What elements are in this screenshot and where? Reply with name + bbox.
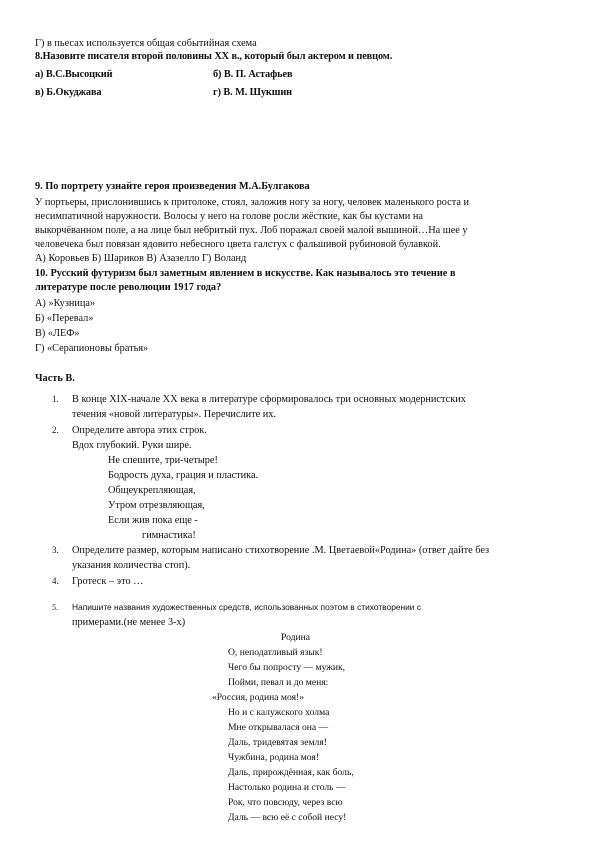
poem-title: Родина: [281, 632, 311, 643]
item-5-line: Напишите названия художественных средств, использованных поэтом в стихотворении с: [72, 602, 422, 612]
item-number: 2.: [52, 425, 59, 435]
poem-line: Чужбина, родина моя!: [228, 752, 320, 763]
poem-line: Мне открывалася она —: [228, 722, 329, 733]
item-number: 5.: [52, 603, 58, 612]
q7-option-g: Г) в пьесах используется общая событийная схема: [35, 38, 257, 49]
poem-line: Даль, прирождённая, как боль,: [228, 767, 354, 778]
q10-question-line: литературе после революции 1917 года?: [35, 282, 222, 293]
verse-line: Утром отрезвляющая,: [108, 500, 205, 511]
item-2-line: Вдох глубокий. Руки шире.: [72, 440, 192, 451]
poem-line: Рок, что повсюду, через всю: [228, 797, 343, 808]
q8-question: 8.Назовите писателя второй половины XX в., который был актером и певцом.: [35, 51, 393, 62]
verse-line: Не спешите, три-четыре!: [108, 455, 218, 466]
verse-line: Если жив пока еще -: [108, 515, 198, 526]
item-number: 4.: [52, 576, 59, 586]
item-1-line: течения «новой литературы». Перечислите их.: [72, 409, 277, 420]
q9-text-line: несимпатичной наружности. Волосы у него на голове росли жёсткие, как бы кустами на: [35, 211, 423, 222]
q10-option: В) «ЛЕФ»: [35, 328, 80, 339]
poem-line: Даль, тридевятая земля!: [228, 737, 327, 748]
q9-options: А) Коровьев Б) Шариков В) Азазелло Г) Воланд: [35, 253, 247, 264]
poem-line: «Россия, родина моя!»: [212, 692, 305, 703]
part-b-title: Часть В.: [35, 373, 75, 384]
verse-line: Общеукрепляющая,: [108, 485, 196, 496]
q9-question: 9. По портрету узнайте героя произведения М.А.Булгакова: [35, 181, 310, 192]
item-2-line: Определите автора этих строк.: [72, 425, 207, 436]
poem-line: О, неподатливый язык!: [228, 647, 323, 658]
q8-option-g: г) В. М. Шукшин: [213, 87, 293, 98]
q10-option: А) »Кузница»: [35, 298, 96, 309]
item-number: 1.: [52, 394, 59, 404]
item-number: 3.: [52, 545, 59, 555]
verse-line: гимнастика!: [142, 530, 196, 541]
verse-line: Бодрость духа, грация и пластика.: [108, 470, 259, 481]
q8-option-b: б) В. П. Астафьев: [213, 69, 293, 80]
poem-line: Пойми, певал и до меня:: [228, 677, 329, 688]
item-4-line: Гротеск – это …: [72, 576, 144, 587]
item-3-line: Определите размер, которым написано стихотворение .М. Цветаевой«Родина» (ответ дайте без: [72, 545, 490, 556]
poem-line: Даль — всю её с собой несу!: [228, 812, 347, 823]
poem-line: Чего бы попросту — мужик,: [228, 662, 346, 673]
q9-text-line: У портьеры, прислонившись к притолоке, стоял, заложив ногу за ногу, человек маленького роста и: [35, 197, 470, 208]
item-3-line: указания количества стоп).: [72, 560, 191, 571]
q9-text-line: человечека был повязан ядовито небесного цвета галстух с фальшивой рубиновой булавкой.: [35, 239, 441, 250]
item-1-line: В конце XIX-начале XX века в литературе сформировалось три основных модернистских: [72, 394, 466, 405]
q8-option-a: а) В.С.Высоцкий: [35, 69, 113, 80]
q8-option-v: в) Б.Окуджава: [35, 87, 102, 98]
poem-line: Настолько родина и столь —: [228, 782, 346, 793]
item-5-line: примерами.(не менее 3-х): [72, 617, 186, 628]
q10-option: Б) «Перевал»: [35, 313, 94, 324]
poem-line: Но и с калужского холма: [228, 707, 330, 718]
q10-option: Г) «Серапионовы братья»: [35, 343, 149, 354]
q9-text-line: выкорчёванном поле, а на лице был небритый пух. Лоб поражал своей малой вышиной…На шее у: [35, 225, 468, 236]
q10-question-line: 10. Русский футуризм был заметным явлением в искусстве. Как называлось это течение в: [35, 268, 456, 279]
